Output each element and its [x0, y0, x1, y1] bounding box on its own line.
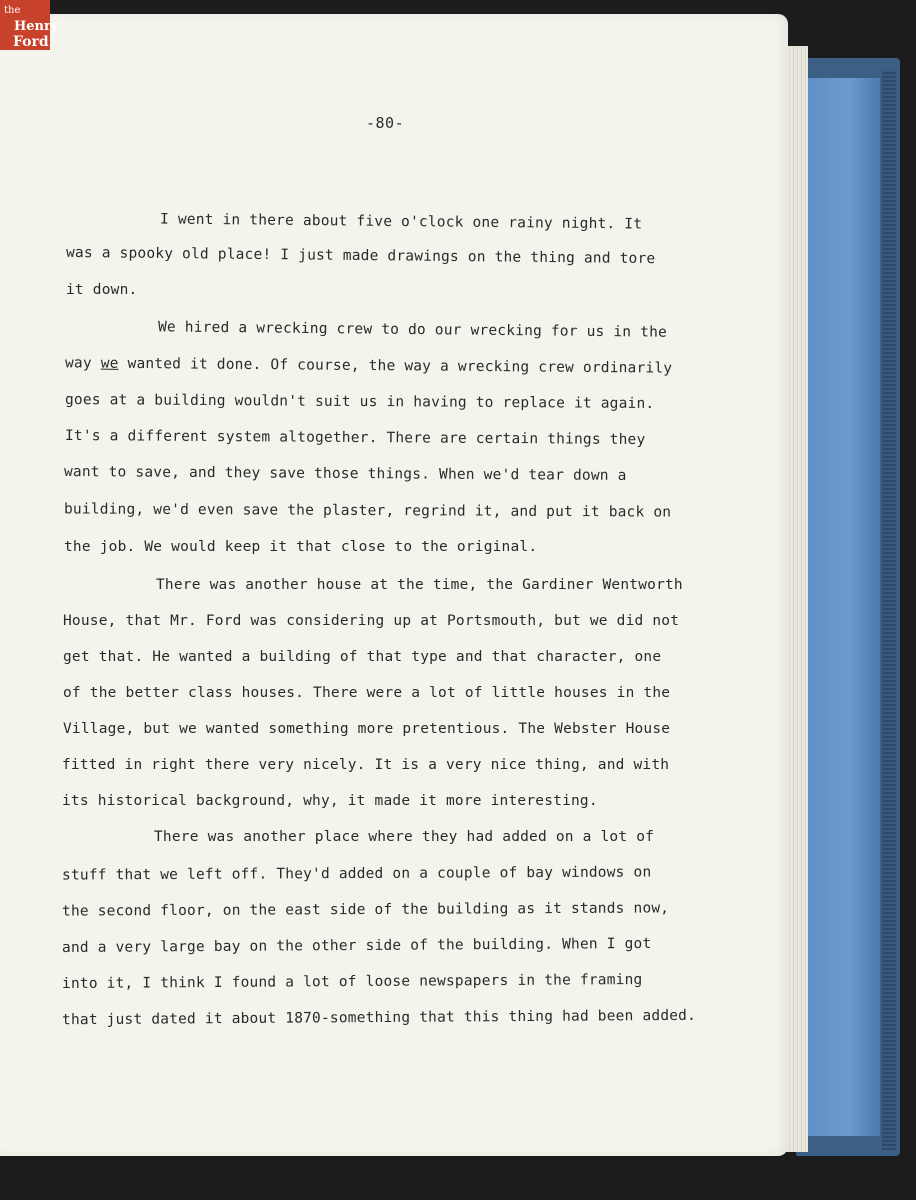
- text-line: and a very large bay on the other side of the building. When I got: [61, 935, 652, 957]
- text-line: the second floor, on the east side of the building as it stands now,: [61, 900, 670, 920]
- text-line: its historical background, why, it made it more interesting.: [62, 793, 598, 809]
- henry-ford-logo: [0, 0, 59, 50]
- text-line: Village, but we wanted something more pretentious. The Webster House: [63, 721, 671, 737]
- text-line: was a spooky old place! I just made drawings on the thing and tore: [65, 244, 656, 268]
- text-line: of the better class houses. There were a lot of little houses in the: [63, 685, 671, 701]
- text-line: House, that Mr. Ford was considering up at Portsmouth, but we did not: [63, 613, 680, 629]
- book-spine-edge: [882, 70, 896, 1150]
- text-line: into it, I think I found a lot of loose newspapers in the framing: [61, 971, 643, 993]
- text-line: It's a different system altogether. There are certain things they: [64, 427, 646, 449]
- text-line: goes at a building wouldn't suit us in having to replace it again.: [64, 391, 655, 413]
- text-line: I went in there about five o'clock one rainy night. It: [159, 211, 643, 233]
- svg-text:Henry: Henry: [14, 19, 59, 34]
- underlined-word: we: [100, 355, 119, 372]
- text-line: the job. We would keep it that close to the original.: [64, 539, 538, 555]
- text-line: it down.: [66, 282, 138, 298]
- text-line: There was another house at the time, the Gardiner Wentworth: [156, 577, 683, 593]
- text-line: fitted in right there very nicely. It is a very nice thing, and with: [62, 757, 670, 773]
- text-line: building, we'd even save the plaster, regrind it, and put it back on: [63, 501, 672, 521]
- page-number: -80-: [366, 114, 405, 132]
- svg-text:Ford: Ford: [13, 34, 49, 50]
- text-line: want to save, and they save those things. When we'd tear down a: [63, 464, 627, 484]
- text-line: We hired a wrecking crew to do our wrecking for us in the: [157, 319, 668, 341]
- text-line: that just dated it about 1870-something that this thing had been added.: [61, 1007, 697, 1029]
- text-fragment: way: [64, 355, 101, 372]
- text-line: get that. He wanted a building of that type and that character, one: [63, 649, 662, 665]
- svg-text:the: the: [4, 5, 21, 16]
- book-cover-cloth: [808, 78, 880, 1136]
- henry-ford-logo-icon: [0, 0, 59, 50]
- text-fragment: wanted it done. Of course, the way a wrecking crew ordinarily: [118, 355, 673, 377]
- text-line: stuff that we left off. They'd added on a couple of bay windows on: [61, 864, 652, 884]
- text-line: There was another place where they had added on a lot of: [154, 829, 655, 845]
